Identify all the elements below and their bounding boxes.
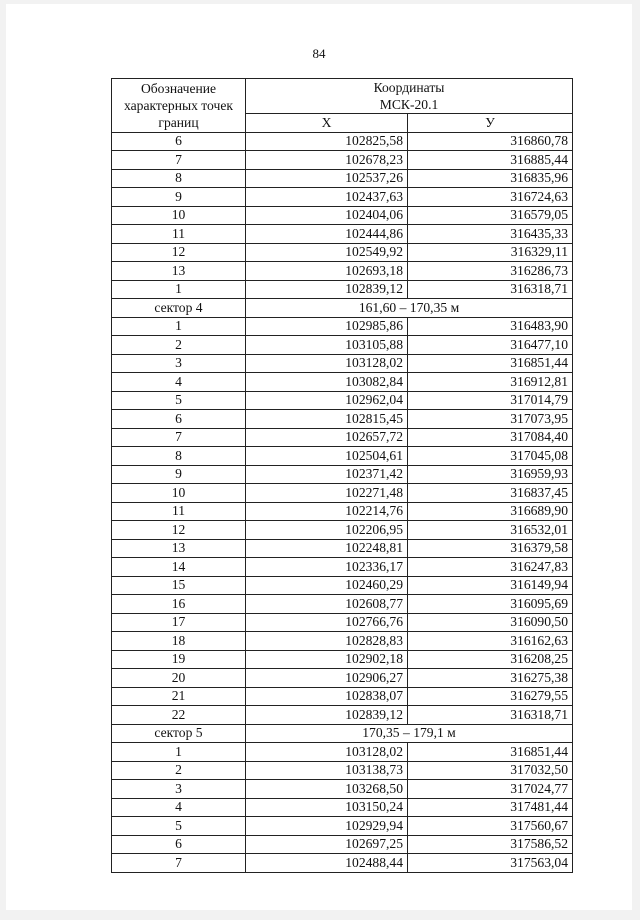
y-coordinate: 316329,11 bbox=[408, 243, 573, 262]
y-coordinate: 316885,44 bbox=[408, 151, 573, 170]
y-coordinate: 316532,01 bbox=[408, 521, 573, 540]
y-coordinate: 317024,77 bbox=[408, 780, 573, 799]
y-coordinate: 317560,67 bbox=[408, 817, 573, 836]
x-coordinate: 103268,50 bbox=[246, 780, 408, 799]
point-number: 8 bbox=[112, 169, 246, 188]
x-coordinate: 102336,17 bbox=[246, 558, 408, 577]
point-number: 3 bbox=[112, 354, 246, 373]
table-row bbox=[112, 706, 573, 725]
point-number: 4 bbox=[112, 373, 246, 392]
table-row bbox=[112, 780, 573, 799]
x-coordinate: 102214,76 bbox=[246, 502, 408, 521]
y-coordinate: 316689,90 bbox=[408, 502, 573, 521]
table-row bbox=[112, 336, 573, 355]
point-number: 12 bbox=[112, 521, 246, 540]
x-coordinate: 103128,02 bbox=[246, 354, 408, 373]
table-row bbox=[112, 317, 573, 336]
table-row bbox=[112, 373, 573, 392]
coordinates-header bbox=[246, 79, 573, 114]
table-row bbox=[112, 632, 573, 651]
point-number: 13 bbox=[112, 262, 246, 281]
x-coordinate: 102902,18 bbox=[246, 650, 408, 669]
x-coordinate: 102929,94 bbox=[246, 817, 408, 836]
point-number: 11 bbox=[112, 502, 246, 521]
table-row bbox=[112, 410, 573, 429]
x-coordinate: 103105,88 bbox=[246, 336, 408, 355]
point-number: 1 bbox=[112, 280, 246, 299]
designation-line-3: границ bbox=[158, 114, 199, 130]
point-number: 20 bbox=[112, 669, 246, 688]
x-coordinate: 102248,81 bbox=[246, 539, 408, 558]
x-coordinate: 102828,83 bbox=[246, 632, 408, 651]
y-coordinate: 317032,50 bbox=[408, 761, 573, 780]
point-number: 22 bbox=[112, 706, 246, 725]
table-row bbox=[112, 132, 573, 151]
y-coordinate: 316318,71 bbox=[408, 706, 573, 725]
table-row bbox=[112, 151, 573, 170]
y-coordinate: 316090,50 bbox=[408, 613, 573, 632]
table-row bbox=[112, 521, 573, 540]
y-coordinate: 316851,44 bbox=[408, 354, 573, 373]
point-number: 9 bbox=[112, 188, 246, 207]
x-coordinate: 102962,04 bbox=[246, 391, 408, 410]
table-row bbox=[112, 539, 573, 558]
x-coordinate: 102697,25 bbox=[246, 835, 408, 854]
x-coordinate: 102678,23 bbox=[246, 151, 408, 170]
y-coordinate: 317014,79 bbox=[408, 391, 573, 410]
x-coordinate: 102766,76 bbox=[246, 613, 408, 632]
sector-label: сектор 4 bbox=[112, 299, 246, 318]
sector-row bbox=[112, 724, 573, 743]
y-coordinate: 316149,94 bbox=[408, 576, 573, 595]
sector-row bbox=[112, 299, 573, 318]
y-coordinate: 316379,58 bbox=[408, 539, 573, 558]
sector-range: 161,60 – 170,35 м bbox=[246, 299, 573, 318]
point-number: 8 bbox=[112, 447, 246, 466]
coordinates-line-2: МСК-20.1 bbox=[379, 97, 439, 112]
y-coordinate: 316286,73 bbox=[408, 262, 573, 281]
x-coordinate: 102437,63 bbox=[246, 188, 408, 207]
y-coordinate: 316208,25 bbox=[408, 650, 573, 669]
point-number: 3 bbox=[112, 780, 246, 799]
point-number: 17 bbox=[112, 613, 246, 632]
y-coordinate: 316435,33 bbox=[408, 225, 573, 244]
x-coordinate: 102906,27 bbox=[246, 669, 408, 688]
point-number: 6 bbox=[112, 835, 246, 854]
table-row bbox=[112, 687, 573, 706]
point-number: 10 bbox=[112, 206, 246, 225]
table-row bbox=[112, 669, 573, 688]
y-coordinate: 316579,05 bbox=[408, 206, 573, 225]
point-number: 1 bbox=[112, 317, 246, 336]
y-coordinate: 316837,45 bbox=[408, 484, 573, 503]
y-coordinate: 316095,69 bbox=[408, 595, 573, 614]
y-coordinate: 316851,44 bbox=[408, 743, 573, 762]
point-number: 14 bbox=[112, 558, 246, 577]
point-number: 7 bbox=[112, 428, 246, 447]
y-coordinate: 317084,40 bbox=[408, 428, 573, 447]
table-row bbox=[112, 595, 573, 614]
table-row bbox=[112, 243, 573, 262]
x-coordinate: 102825,58 bbox=[246, 132, 408, 151]
point-number: 19 bbox=[112, 650, 246, 669]
point-number: 7 bbox=[112, 151, 246, 170]
x-coordinate: 102549,92 bbox=[246, 243, 408, 262]
point-number: 13 bbox=[112, 539, 246, 558]
x-coordinate: 102839,12 bbox=[246, 280, 408, 299]
table-header bbox=[112, 79, 573, 133]
sector-label: сектор 5 bbox=[112, 724, 246, 743]
point-number: 15 bbox=[112, 576, 246, 595]
point-number: 12 bbox=[112, 243, 246, 262]
table-row bbox=[112, 169, 573, 188]
table-row bbox=[112, 447, 573, 466]
designation-line-2: характерных точек bbox=[124, 97, 233, 113]
coordinates-line-1: Координаты bbox=[373, 80, 445, 95]
point-number: 5 bbox=[112, 391, 246, 410]
point-number: 1 bbox=[112, 743, 246, 762]
x-coordinate: 102206,95 bbox=[246, 521, 408, 540]
x-coordinate: 103128,02 bbox=[246, 743, 408, 762]
point-number: 11 bbox=[112, 225, 246, 244]
table-row bbox=[112, 798, 573, 817]
table-row bbox=[112, 558, 573, 577]
x-column-header: X bbox=[246, 114, 408, 133]
point-number: 6 bbox=[112, 132, 246, 151]
point-number: 7 bbox=[112, 854, 246, 873]
table-row bbox=[112, 835, 573, 854]
point-number: 18 bbox=[112, 632, 246, 651]
table-row bbox=[112, 761, 573, 780]
y-coordinate: 316860,78 bbox=[408, 132, 573, 151]
x-coordinate: 102404,06 bbox=[246, 206, 408, 225]
table-row bbox=[112, 576, 573, 595]
y-coordinate: 317045,08 bbox=[408, 447, 573, 466]
page-number: 84 bbox=[312, 46, 326, 61]
coordinates-table bbox=[111, 78, 573, 873]
x-coordinate: 102488,44 bbox=[246, 854, 408, 873]
table-row bbox=[112, 391, 573, 410]
x-coordinate: 102460,29 bbox=[246, 576, 408, 595]
point-number: 5 bbox=[112, 817, 246, 836]
point-number: 2 bbox=[112, 336, 246, 355]
y-coordinate: 316279,55 bbox=[408, 687, 573, 706]
table-row bbox=[112, 854, 573, 873]
table-row bbox=[112, 484, 573, 503]
document-page bbox=[6, 4, 632, 910]
x-coordinate: 103150,24 bbox=[246, 798, 408, 817]
y-coordinate: 316483,90 bbox=[408, 317, 573, 336]
y-coordinate: 316959,93 bbox=[408, 465, 573, 484]
table-row bbox=[112, 743, 573, 762]
y-column-header: У bbox=[408, 114, 573, 133]
y-coordinate: 316912,81 bbox=[408, 373, 573, 392]
table-row bbox=[112, 354, 573, 373]
table-row bbox=[112, 650, 573, 669]
table-row bbox=[112, 280, 573, 299]
table-row bbox=[112, 206, 573, 225]
y-coordinate: 317073,95 bbox=[408, 410, 573, 429]
table-row bbox=[112, 817, 573, 836]
table-body bbox=[112, 132, 573, 872]
point-number: 6 bbox=[112, 410, 246, 429]
point-number: 4 bbox=[112, 798, 246, 817]
y-coordinate: 317481,44 bbox=[408, 798, 573, 817]
point-number: 21 bbox=[112, 687, 246, 706]
y-coordinate: 316275,38 bbox=[408, 669, 573, 688]
x-coordinate: 102444,86 bbox=[246, 225, 408, 244]
x-coordinate: 102693,18 bbox=[246, 262, 408, 281]
x-coordinate: 102371,42 bbox=[246, 465, 408, 484]
table-row bbox=[112, 428, 573, 447]
point-number: 2 bbox=[112, 761, 246, 780]
designation-header bbox=[112, 79, 246, 133]
x-coordinate: 102815,45 bbox=[246, 410, 408, 429]
y-coordinate: 316835,96 bbox=[408, 169, 573, 188]
x-coordinate: 102537,26 bbox=[246, 169, 408, 188]
y-coordinate: 317563,04 bbox=[408, 854, 573, 873]
table-row bbox=[112, 225, 573, 244]
designation-line-1: Обозначение bbox=[140, 80, 217, 96]
x-coordinate: 102504,61 bbox=[246, 447, 408, 466]
sector-range: 170,35 – 179,1 м bbox=[246, 724, 573, 743]
y-coordinate: 316247,83 bbox=[408, 558, 573, 577]
x-coordinate: 102985,86 bbox=[246, 317, 408, 336]
y-coordinate: 316724,63 bbox=[408, 188, 573, 207]
x-coordinate: 103138,73 bbox=[246, 761, 408, 780]
point-number: 9 bbox=[112, 465, 246, 484]
table-row bbox=[112, 188, 573, 207]
table-row bbox=[112, 502, 573, 521]
table-row bbox=[112, 613, 573, 632]
y-coordinate: 316477,10 bbox=[408, 336, 573, 355]
y-coordinate: 316162,63 bbox=[408, 632, 573, 651]
point-number: 16 bbox=[112, 595, 246, 614]
x-coordinate: 102271,48 bbox=[246, 484, 408, 503]
y-coordinate: 317586,52 bbox=[408, 835, 573, 854]
table-row bbox=[112, 465, 573, 484]
x-coordinate: 102839,12 bbox=[246, 706, 408, 725]
x-coordinate: 102838,07 bbox=[246, 687, 408, 706]
point-number: 10 bbox=[112, 484, 246, 503]
table-row bbox=[112, 262, 573, 281]
y-coordinate: 316318,71 bbox=[408, 280, 573, 299]
x-coordinate: 102608,77 bbox=[246, 595, 408, 614]
x-coordinate: 102657,72 bbox=[246, 428, 408, 447]
x-coordinate: 103082,84 bbox=[246, 373, 408, 392]
